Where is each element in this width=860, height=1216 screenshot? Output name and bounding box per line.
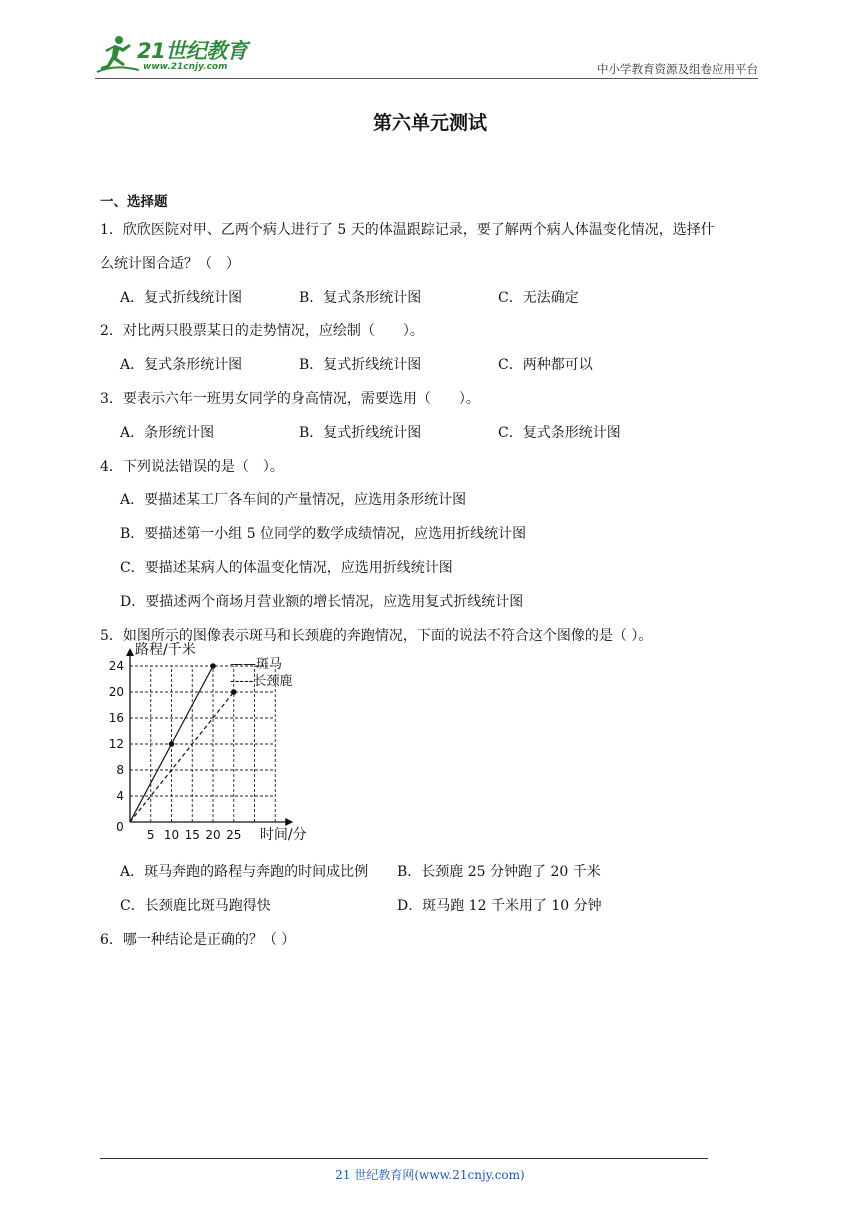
question-5-option-c: C．长颈鹿比斑马跑得快 (120, 898, 271, 914)
legend-entry: ——斑马 (230, 657, 283, 672)
y-tick-label: 20 (108, 685, 124, 699)
page-header (95, 30, 758, 80)
question-2-line-1: 2．对比两只股票某日的走势情况，应绘制（ ）。 (100, 323, 424, 339)
zebra-giraffe-distance-chart (104, 642, 324, 846)
question-3-option-c: C．复式条形统计图 (498, 425, 621, 441)
question-4-line-1: 4．下列说法错误的是（ ）。 (100, 459, 284, 475)
question-5-option-b: B．长颈鹿 25 分钟跑了 20 千米 (397, 864, 601, 880)
section-heading: 一、选择题 (100, 194, 168, 210)
site-logo (95, 34, 265, 76)
logo-url: www.21cnjy.com (143, 62, 228, 72)
question-2-option-c: C．两种都可以 (498, 357, 593, 373)
x-tick-label: 10 (163, 828, 180, 842)
question-2-option-b: B．复式折线统计图 (299, 357, 422, 373)
question-3-line-1: 3．要表示六年一班男女同学的身高情况，需要选用（ ）。 (100, 391, 480, 407)
question-1-option-b: B．复式条形统计图 (299, 290, 422, 306)
y-tick-label: 24 (108, 659, 124, 673)
page-title: 第六单元测试 (372, 112, 487, 134)
footer-rule (100, 1158, 708, 1159)
y-axis-title: 路程/千米 (135, 642, 196, 658)
question-5-line-1: 5．如图所示的图像表示斑马和长颈鹿的奔跑情况，下面的说法不符合这个图像的是（ ）。 (100, 628, 653, 644)
x-tick-label: 25 (226, 828, 242, 842)
data-point (231, 689, 237, 695)
question-3-option-b: B．复式折线统计图 (299, 425, 422, 441)
question-1-option-c: C．无法确定 (498, 290, 579, 306)
origin-label: 0 (116, 820, 124, 834)
question-4-option-a: A．要描述某工厂各车间的产量情况，应选用条形统计图 (120, 492, 467, 508)
y-axis-arrow (126, 648, 134, 656)
question-6-line-1: 6．哪一种结论是正确的？（ ） (100, 932, 296, 948)
x-axis-title: 时间/分 (259, 827, 307, 843)
footer-text: 21 世纪教育网(www.21cnjy.com) (335, 1168, 525, 1182)
x-axis-arrow (285, 818, 293, 826)
platform-name: 中小学教育资源及组卷应用平台 (597, 62, 758, 76)
question-2-option-a: A．复式条形统计图 (120, 357, 243, 373)
runner-logo-icon (95, 34, 141, 76)
x-tick-label: 20 (205, 828, 221, 842)
x-tick-label: 15 (184, 828, 200, 842)
question-4-option-b: B．要描述第一小组 5 位同学的数学成绩情况，应选用折线统计图 (120, 526, 527, 542)
question-5-option-a: A．斑马奔跑的路程与奔跑的时间成比例 (120, 864, 369, 880)
y-tick-label: 8 (116, 763, 124, 777)
question-1-line-2: 么统计图合适？（ ） (100, 256, 240, 272)
y-tick-label: 16 (108, 711, 124, 725)
y-tick-label: 12 (108, 737, 124, 751)
data-point (210, 663, 216, 669)
data-point (169, 741, 175, 747)
x-tick-label: 5 (146, 828, 155, 842)
question-5-option-d: D．斑马跑 12 千米用了 10 分钟 (397, 898, 602, 914)
legend-entry: -----长颈鹿 (230, 674, 293, 689)
logo-text: 21世纪教育 (137, 39, 248, 63)
series-line-giraffe (130, 692, 234, 822)
question-3-option-a: A．条形统计图 (120, 425, 215, 441)
y-tick-label: 4 (116, 789, 124, 803)
question-1-option-a: A．复式折线统计图 (120, 290, 243, 306)
header-rule (95, 78, 758, 79)
question-4-option-d: D．要描述两个商场月营业额的增长情况，应选用复式折线统计图 (120, 594, 524, 610)
question-4-option-c: C．要描述某病人的体温变化情况，应选用折线统计图 (120, 560, 453, 576)
question-1-line-1: 1．欣欣医院对甲、乙两个病人进行了 5 天的体温跟踪记录，要了解两个病人体温变化情况，选择什 (100, 222, 715, 238)
